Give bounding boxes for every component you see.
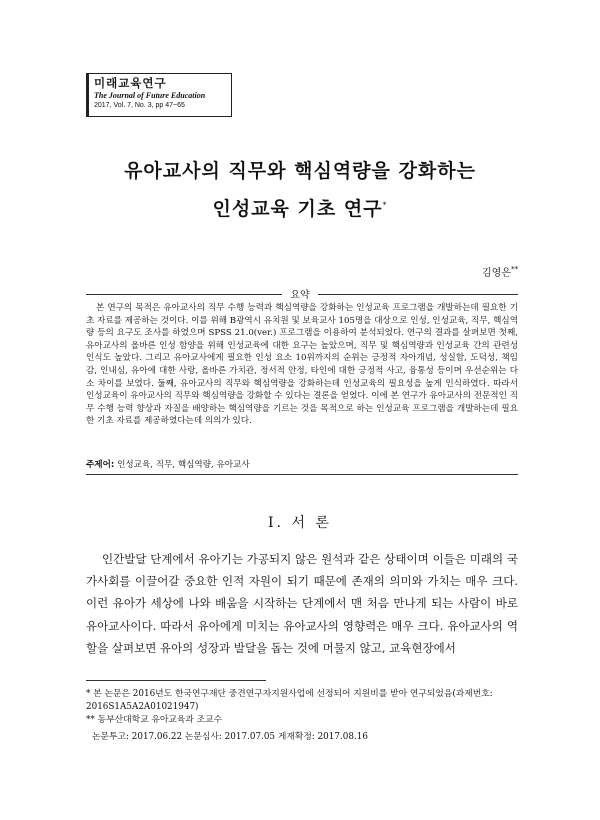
abstract-label [0,286,600,301]
keywords-label: 주제어: [86,460,115,470]
journal-name-english: The Journal of Future Education [94,91,206,100]
paper-title-line-2 [0,194,600,221]
abstract-body: 본 연구의 목적은 유아교사의 직무 수행 능력과 핵심역량을 강화하는 인성교육 프로그램을 개발하는데 필요한 기초 자료를 제공하는 것이다. 이를 위해 B광역시 유치원 및 보육교사 105명을 대상으로 인성, 인성교육, 직무, 핵심역량 등의 요구도 조사를 하였으며 SPSS 21.0(ver.) 프로그램을 이용하여 분석되었다. 연구의 결과를 살펴보면 첫째, 유아교사의 올바른 인성 함양을 위해 인성교육에 대한 요구는 높았으며, 직무 및 핵심역량과 인성교육 간의 관련성 인식도 높았다. 그리고 유아교사에게 필요한 인성 요소 10위까지의 순위는 긍정적 자아개념, 성실함, 도덕성, 책임감, 인내심, 유아에 대한 사랑, 올바른 가치관, 정서적 안정, 타인에 대한 긍정적 사고, 융통성 등이며 우선순위는 다소 차이를 보였다. 둘째, 유아교사의 직무와 핵심역량을 강화하는데 인성교육의 필요성을 높게 인식하였다. 따라서 인성교육이 유아교사의 직무와 핵심역량을 강화할 수 있다는 결론을 얻었다. 이에 본 연구가 유아교사의 전문적인 직무 수행 능력 향상과 자질을 배양하는 핵심역량을 기르는 것을 목적으로 하는 인성교육 프로그램을 개발하는데 필요한 기초 자료를 제공하였다는데 의의가 있다. [86,303,518,427]
journal-volume-info: 2017, Vol. 7, No. 3, pp 47~65 [94,102,185,109]
section-heading: I. 서 론 [268,515,332,531]
journal-header-box [86,73,232,117]
footnote-funding: * 본 논문은 2016년도 한국연구재단 중견연구자지원사업에 선정되어 지원비를 받아 연구되었음(과제번호: 2016S1A5A2A01021947) [86,689,493,712]
keywords-list: 인성교육, 직무, 핵심역량, 유아교사 [117,460,250,470]
section-body-text: 인간발달 단계에서 유아기는 가공되지 않은 원석과 같은 상태이며 이들은 미래의 국가사회를 이끌어갈 중요한 인적 자원이 되기 때문에 존재의 의미와 가치는 매우 크다. 이런 유아가 세상에 나와 배움을 시작하는 단계에서 맨 처음 만나게 되는 사람이 바로 유아교사이다. 따라서 유아에게 미치는 유아교사의 영향력은 매우 크다. 유아교사의 역할을 살펴보면 유아의 성장과 발달을 돕는 것에 머물지 않고, 교육현장에서 [86,552,518,655]
paper-title-line-1: 유아교사의 직무와 핵심역량을 강화하는 [124,160,476,182]
author [482,264,518,279]
abstract-bottom-rule [86,474,518,475]
footnote-dates: 논문투고: 2017.06.22 논문심사: 2017.07.05 게재확정: 2017.08.16 [92,732,368,742]
abstract-label-text: 요약 [282,290,317,301]
footnote-affiliation: ** 동부산대학교 유아교육과 조교수 [86,715,223,725]
journal-name-korean: 미래교육연구 [94,76,167,90]
paper-title-line-2-text: 인성교육 기초 연구 [212,198,383,220]
footnote-rule [86,680,266,681]
title-footnote-mark: * [382,200,388,210]
author-name: 김영은 [482,268,511,279]
author-footnote-mark: ** [511,265,518,274]
keywords [86,458,518,470]
